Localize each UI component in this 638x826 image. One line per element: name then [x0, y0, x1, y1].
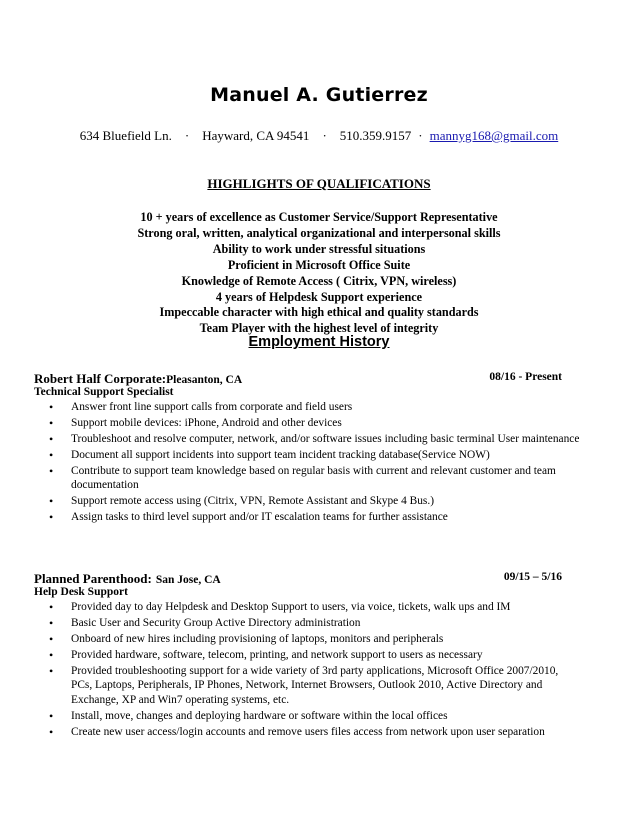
job-duty: • Support remote access using (Citrix, VPN, Remote Assistant and Skype 4 Bus.) [34, 494, 580, 508]
contact-separator: · [322, 128, 327, 143]
job-duty: • Provided day to day Helpdesk and Desktop Support to users, via voice, tickets, walk ups and IM [34, 600, 580, 614]
contact-city: Hayward, CA 94541 [202, 128, 310, 143]
qualifications-list [0, 210, 638, 337]
contact-line [0, 128, 638, 144]
job-duty: • Troubleshoot and resolve computer, network, and/or software issues including basic terminal User maintenance [34, 432, 580, 446]
job-dates: 08/16 - Present [489, 371, 562, 383]
job-company: Planned Parenthood: [34, 571, 152, 586]
job-entry-robert-half [34, 370, 580, 526]
qualification-item: Strong oral, written, analytical organizational and interpersonal skills [137, 225, 501, 240]
qualification-item: Team Player with the highest level of integrity [199, 321, 439, 336]
qualification-item: 4 years of Helpdesk Support experience [215, 289, 423, 304]
job-title: Help Desk Support [34, 586, 128, 598]
job-duty: • Basic User and Security Group Active Directory administration [34, 616, 580, 630]
contact-phone: 510.359.9157 [339, 128, 412, 143]
job-header [34, 370, 580, 388]
contact-street: 634 Bluefield Ln. [79, 128, 172, 143]
qualification-item: Ability to work under stressful situations [212, 241, 426, 256]
job-duty: • Assign tasks to third level support and/or IT escalation teams for further assistance [34, 510, 580, 524]
job-duty: • Contribute to support team knowledge based on regular basis with current and relevant customer and team documentation [34, 464, 580, 493]
job-duty: • Create new user access/login accounts and remove users files access from network upon user separation [34, 725, 580, 739]
job-duty: • Support mobile devices: iPhone, Android and other devices [34, 416, 580, 430]
qualification-item: Proficient in Microsoft Office Suite [227, 257, 411, 272]
qualification-item: 10 + years of excellence as Customer Service/Support Representative [140, 210, 498, 224]
job-duty: • Provided hardware, software, telecom, printing, and network support to users as necessary [34, 648, 580, 662]
job-duty: • Answer front line support calls from corporate and field users [34, 400, 580, 414]
employment-heading: Employment History [248, 334, 390, 350]
job-duty: • Document all support incidents into support team incident tracking database(Service NOW) [34, 448, 580, 462]
contact-email-link[interactable]: mannyg168@gmail.com [429, 128, 559, 143]
contact-separator: · [418, 128, 423, 143]
job-duty: • Onboard of new hires including provisioning of laptops, monitors and peripherals [34, 632, 580, 646]
job-entry-planned-parenthood [34, 570, 580, 741]
job-duty: • Provided troubleshooting support for a wide variety of 3rd party applications, Microsoft Office 2007/2010, PCs, Laptops, Peripherals, IP Phones, Network, Internet Browsers, Outlook 2010, Active Directory and Exchange, XP and Win7 operating systems, etc. [34, 664, 580, 707]
job-location: Pleasanton, CA [166, 374, 243, 386]
job-duties-list [34, 400, 580, 525]
job-title: Technical Support Specialist [34, 386, 174, 398]
contact-separator: · [184, 128, 190, 143]
job-dates: 09/15 – 5/16 [503, 571, 562, 583]
job-duties-list [34, 600, 580, 739]
qualification-item: Knowledge of Remote Access ( Citrix, VPN, wireless) [181, 273, 457, 288]
job-header [34, 570, 580, 588]
highlights-heading: HIGHLIGHTS OF QUALIFICATIONS [207, 176, 431, 191]
qualification-item: Impeccable character with high ethical and quality standards [159, 305, 479, 320]
job-company: Robert Half Corporate: [34, 371, 167, 386]
job-duty: • Install, move, changes and deploying hardware or software within the local offices [34, 709, 580, 723]
resume-name: Manuel A. Gutierrez [210, 84, 428, 106]
job-location: San Jose, CA [155, 574, 221, 586]
